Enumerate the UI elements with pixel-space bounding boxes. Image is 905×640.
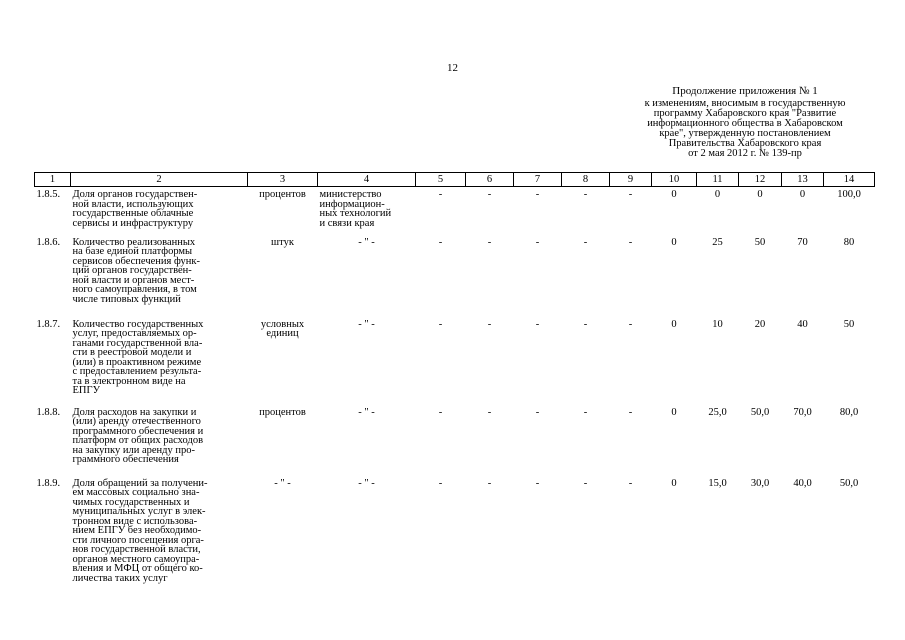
unit-of-measure	[248, 317, 318, 405]
cell-line: министерство	[319, 189, 382, 200]
value-cell: -	[628, 236, 633, 248]
value-cell: 20	[754, 318, 766, 330]
value-cell: -	[535, 236, 540, 248]
value-cell: -	[583, 189, 588, 200]
column-number-6: 6	[466, 173, 514, 187]
value-cell: 25,0	[708, 406, 727, 418]
cell-line: Доля органов государствен-	[72, 189, 198, 200]
cell-line: ций органов государствен-	[72, 265, 192, 276]
value-cell: -	[487, 406, 492, 418]
appendix-line: от 2 мая 2012 г. № 139-пр	[688, 148, 802, 159]
value-cell: -	[438, 406, 443, 418]
column-number-4: 4	[318, 173, 416, 187]
cell-line: ного самоуправления, в том	[72, 284, 197, 295]
cell-line: ной власти и органов мест-	[72, 274, 195, 286]
appendix-title: Продолжение приложения № 1	[672, 85, 818, 97]
value-cell: 80	[843, 236, 855, 248]
value-cell: -	[535, 406, 540, 418]
column-numbers-row	[35, 173, 875, 187]
value-cell: -	[628, 189, 633, 200]
indicator-name	[71, 187, 248, 235]
column-number-2: 2	[71, 173, 248, 187]
unit-of-measure	[248, 476, 318, 596]
value-cell: 0	[671, 406, 677, 418]
cell-line: платформ от общих расходов	[72, 435, 204, 446]
value-cell: 100,0	[837, 189, 861, 200]
responsible-executor	[318, 405, 416, 476]
value-cell: 50	[843, 318, 855, 330]
value-cell: -	[487, 477, 492, 489]
value-cell: -	[438, 189, 443, 200]
value-cell: -	[438, 477, 443, 489]
cell-line: сти в реестровой модели и	[72, 347, 192, 358]
column-number-12: 12	[739, 173, 782, 187]
cell-line: - " -	[358, 236, 375, 248]
value-cell: -	[535, 318, 540, 330]
cell-line: - " -	[274, 477, 291, 489]
cell-line: вления и МФЦ от общего ко-	[72, 563, 203, 574]
column-number-11: 11	[697, 173, 739, 187]
value-cell: 30,0	[750, 477, 770, 489]
value-cell: -	[438, 318, 443, 330]
value-cell: 0	[714, 189, 721, 200]
indicator-name	[71, 405, 248, 476]
value-cell: 0	[671, 236, 677, 248]
indicator-row	[35, 476, 875, 596]
value-cell: 0	[671, 189, 677, 200]
cell-line: - " -	[358, 406, 375, 418]
indicator-number: 1.8.5.	[36, 189, 61, 200]
cell-line: ЕПГУ	[72, 385, 101, 396]
value-cell: 40,0	[793, 477, 812, 489]
value-cell: 50	[754, 236, 766, 248]
appendix-header	[600, 86, 890, 159]
value-cell: 50,0	[750, 406, 770, 418]
value-cell: -	[487, 236, 492, 248]
value-cell: 70,0	[793, 406, 812, 418]
cell-line: - " -	[358, 477, 375, 489]
cell-line: сервисов обеспечения функ-	[72, 255, 200, 267]
unit-of-measure	[248, 405, 318, 476]
column-number-3: 3	[248, 173, 318, 187]
indicators-table	[34, 172, 875, 596]
value-cell: 0	[671, 477, 677, 489]
value-cell: -	[438, 236, 443, 248]
appendix-line: программу Хабаровского края "Развитие	[653, 108, 837, 119]
cell-line: ных технологий	[319, 208, 392, 219]
cell-line: штук	[271, 236, 294, 248]
cell-line: и связи края	[319, 217, 375, 229]
value-cell: 0	[757, 189, 763, 200]
indicator-number: 1.8.6.	[36, 236, 61, 248]
value-cell: 15,0	[708, 477, 727, 489]
value-cell: -	[583, 236, 588, 248]
indicator-row	[35, 405, 875, 476]
cell-line: тронном виде с использова-	[72, 515, 198, 527]
value-cell: -	[628, 406, 633, 418]
cell-line: (или) в проактивном режиме	[72, 356, 202, 368]
page-number: 12	[447, 62, 458, 74]
cell-line: услуг, предоставляемых ор-	[72, 328, 197, 339]
column-number-7: 7	[514, 173, 562, 187]
value-cell: 50,0	[839, 477, 859, 489]
unit-of-measure	[248, 235, 318, 317]
value-cell: 80,0	[839, 406, 859, 418]
value-cell: -	[583, 406, 588, 418]
cell-line: государственные облачные	[72, 208, 194, 219]
cell-line: - " -	[358, 318, 375, 330]
indicator-row	[35, 187, 875, 235]
value-cell: 10	[712, 318, 723, 330]
cell-line: муниципальных услуг в элек-	[72, 506, 206, 517]
cell-line: процентов	[259, 406, 306, 418]
indicator-row	[35, 235, 875, 317]
cell-line: информацион-	[319, 198, 385, 210]
cell-line: нием ЕПГУ без необходимо-	[72, 525, 202, 536]
responsible-executor	[318, 476, 416, 596]
indicator-row	[35, 317, 875, 405]
cell-line: ганами государственной вла-	[72, 337, 203, 349]
unit-of-measure	[248, 187, 318, 235]
value-cell: 70	[797, 236, 808, 248]
column-number-9: 9	[610, 173, 652, 187]
cell-line: процентов	[259, 189, 306, 200]
column-number-1: 1	[35, 173, 71, 187]
value-cell: -	[487, 189, 492, 200]
column-number-5: 5	[416, 173, 466, 187]
column-number-8: 8	[562, 173, 610, 187]
column-number-14: 14	[824, 173, 875, 187]
cell-line: личества таких услуг	[72, 572, 168, 584]
cell-line: Доля обращений за получени-	[72, 477, 208, 489]
appendix-line: информационного общества в Хабаровском	[647, 118, 843, 129]
indicator-number: 1.8.9.	[36, 477, 61, 489]
appendix-line: к изменениям, вносимым в государственную	[644, 98, 846, 109]
value-cell: -	[628, 318, 633, 330]
column-number-13: 13	[782, 173, 824, 187]
cell-line: сервисы и инфраструктуру	[72, 217, 194, 229]
indicator-name	[71, 317, 248, 405]
responsible-executor	[318, 317, 416, 405]
cell-line: программного обеспечения и	[72, 425, 204, 437]
cell-line: сти личного посещения орга-	[72, 534, 204, 546]
value-cell: -	[628, 477, 633, 489]
value-cell: 40	[797, 318, 808, 330]
value-cell: -	[535, 477, 540, 489]
cell-line: на закупку или аренду про-	[72, 444, 195, 456]
responsible-executor	[318, 187, 416, 235]
cell-line: чимых государственных и	[72, 496, 190, 508]
indicator-name	[71, 235, 248, 317]
appendix-line: Правительства Хабаровского края	[668, 138, 822, 149]
cell-line: с предоставлением результа-	[72, 366, 202, 377]
appendix-line: крае", утвержденную постановлением	[659, 128, 831, 139]
cell-line: органов местного самоупра-	[72, 553, 200, 565]
indicator-name	[71, 476, 248, 596]
cell-line: та в электронном виде на	[72, 375, 186, 387]
cell-line: Доля расходов на закупки и	[72, 406, 197, 418]
cell-line: числе типовых функций	[72, 293, 181, 305]
value-cell: 25	[712, 236, 723, 248]
value-cell: -	[487, 318, 492, 330]
indicator-number: 1.8.8.	[36, 406, 61, 418]
indicator-number: 1.8.7.	[36, 318, 61, 330]
responsible-executor	[318, 235, 416, 317]
cell-line: ной власти, использующих	[72, 198, 194, 210]
cell-line: условных	[260, 318, 305, 330]
cell-line: Количество реализованных	[72, 236, 196, 248]
cell-line: на базе единой платформы	[72, 246, 193, 257]
column-number-10: 10	[652, 173, 697, 187]
value-cell: 0	[799, 189, 806, 200]
cell-line: граммного обеспечения	[72, 454, 179, 465]
cell-line: ем массовых социально зна-	[72, 487, 200, 498]
value-cell: 0	[671, 318, 677, 330]
cell-line: Количество государственных	[72, 318, 204, 330]
value-cell: -	[535, 189, 540, 200]
cell-line: единиц	[266, 328, 299, 339]
cell-line: нов государственной власти,	[72, 544, 201, 555]
value-cell: -	[583, 318, 588, 330]
cell-line: (или) аренду отечественного	[72, 416, 201, 427]
value-cell: -	[583, 477, 588, 489]
